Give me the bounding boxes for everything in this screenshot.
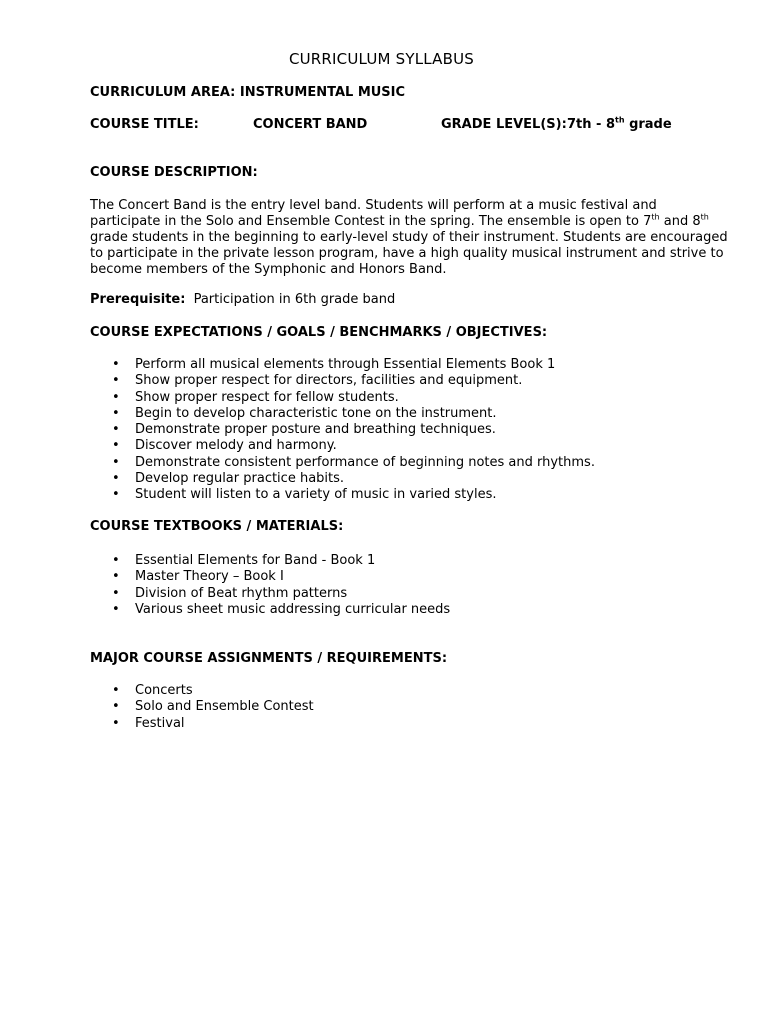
list-item-text: Develop regular practice habits. <box>135 470 345 486</box>
prerequisite-label: Prerequisite: <box>90 292 186 307</box>
list-item <box>90 406 595 422</box>
bullet-icon: • <box>112 438 120 454</box>
curriculum-area-line <box>90 85 405 100</box>
list-item-text: Demonstrate consistent performance of beginning notes and rhythms. <box>135 454 595 470</box>
list-item <box>90 553 450 569</box>
list-item-text: Concerts <box>135 683 193 698</box>
list-item-text: Essential Elements for Band - Book 1 <box>135 553 376 568</box>
curriculum-area-value: INSTRUMENTAL MUSIC <box>239 85 406 100</box>
list-item <box>90 586 450 602</box>
course-description-text: The Concert Band is the entry level band. Students will perform at a music festival and participate in the Solo and Ensemble Contest in the spring. The ensemble is open to 7th and 8th grade students in the beginning to early-level study of their instrument. Students are encouraged to participate in the private lesson program, have a high quality musical instrument and strive to become members of the Symphonic and Honors Band. <box>90 198 728 277</box>
list-item <box>90 357 595 373</box>
bullet-icon: • <box>112 422 120 437</box>
prerequisite-line <box>90 292 395 307</box>
course-title-value: CONCERT BAND <box>253 117 368 132</box>
assignments-heading: MAJOR COURSE ASSIGNMENTS / REQUIREMENTS: <box>90 651 448 666</box>
list-item <box>90 683 314 699</box>
curriculum-area-label: CURRICULUM AREA: <box>90 85 236 100</box>
expectations-heading: COURSE EXPECTATIONS / GOALS / BENCHMARKS / OBJECTIVES: <box>90 325 548 340</box>
list-item <box>90 487 595 503</box>
bullet-icon: • <box>112 454 120 470</box>
list-item-text: Various sheet music addressing curricular needs <box>135 601 451 617</box>
assignments-list <box>90 683 314 732</box>
bullet-icon: • <box>112 699 120 715</box>
list-item-text: Division of Beat rhythm patterns <box>135 585 348 601</box>
bullet-icon: • <box>112 373 120 389</box>
list-item-text: Student will listen to a variety of music in varied styles. <box>135 487 497 502</box>
list-item-text: Solo and Ensemble Contest <box>135 699 314 715</box>
bullet-icon: • <box>112 470 120 486</box>
list-item <box>90 373 595 389</box>
list-item-text: Discover melody and harmony. <box>135 438 337 454</box>
grade-level-label: GRADE LEVEL(S): <box>441 117 567 132</box>
list-item-text: Show proper respect for fellow students. <box>135 389 399 405</box>
list-item <box>90 455 595 471</box>
expectations-list <box>90 357 595 503</box>
document-title: CURRICULUM SYLLABUS <box>288 50 475 68</box>
course-description-heading: COURSE DESCRIPTION: <box>90 165 258 180</box>
list-item-text: Demonstrate proper posture and breathing techniques. <box>135 422 496 437</box>
bullet-icon: • <box>112 405 120 421</box>
bullet-icon: • <box>112 389 120 405</box>
bullet-icon: • <box>112 585 120 601</box>
textbooks-list <box>90 553 450 618</box>
list-item <box>90 438 595 454</box>
prerequisite-value: Participation in 6th grade band <box>193 292 396 307</box>
bullet-icon: • <box>112 683 120 698</box>
course-title-label: COURSE TITLE: <box>90 117 199 132</box>
list-item <box>90 569 450 585</box>
list-item <box>90 422 595 438</box>
list-item <box>90 390 595 406</box>
list-item-text: Show proper respect for directors, facilities and equipment. <box>135 373 523 389</box>
bullet-icon: • <box>112 601 120 617</box>
grade-level-value: 7th - 8th grade <box>567 115 672 132</box>
list-item-text: Perform all musical elements through Essential Elements Book 1 <box>135 357 556 372</box>
bullet-icon: • <box>112 569 120 585</box>
bullet-icon: • <box>112 715 120 731</box>
list-item-text: Begin to develop characteristic tone on the instrument. <box>135 405 497 421</box>
list-item <box>90 716 314 732</box>
list-item-text: Master Theory – Book I <box>135 569 284 585</box>
bullet-icon: • <box>112 357 120 372</box>
list-item <box>90 471 595 487</box>
textbooks-heading: COURSE TEXTBOOKS / MATERIALS: <box>90 519 344 534</box>
bullet-icon: • <box>112 487 120 502</box>
list-item-text: Festival <box>135 715 185 731</box>
course-title-line <box>90 117 710 135</box>
list-item <box>90 602 450 618</box>
list-item <box>90 699 314 715</box>
bullet-icon: • <box>112 553 120 568</box>
